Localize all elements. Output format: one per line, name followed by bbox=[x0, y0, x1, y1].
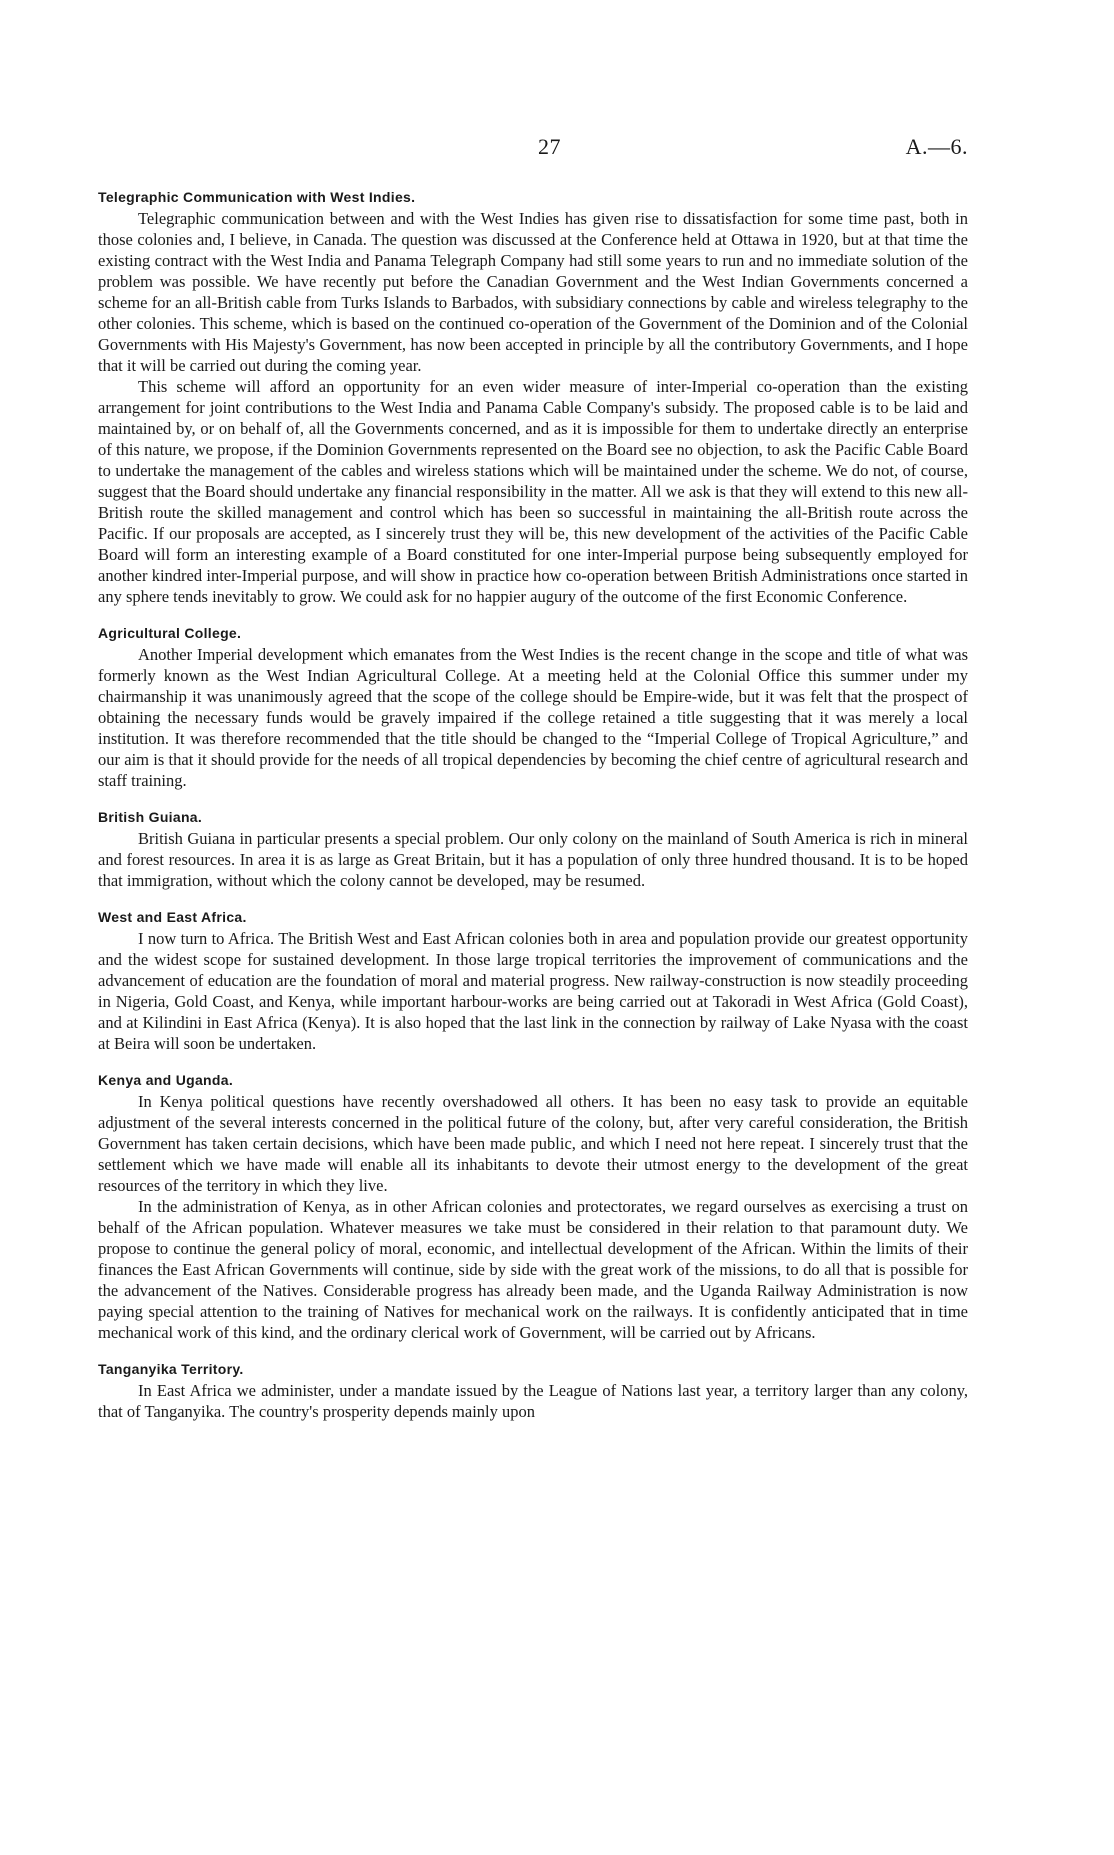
section-heading: Kenya and Uganda. bbox=[98, 1072, 234, 1088]
section-agricultural-college bbox=[98, 622, 968, 791]
page-header bbox=[98, 134, 968, 174]
section-heading: Telegraphic Communication with West Indies. bbox=[98, 189, 416, 205]
paragraph: I now turn to Africa. The British West and East African colonies both in area and population provide our greatest opportunity and the widest scope for sustained development. In those large tropical territories the improvement of communications and the advancement of education are the foundation of moral and material progress. New railway-construction is now steadily proceeding in Nigeria, Gold Coast, and Kenya, while important harbour-works are being carried out at Takoradi in West Africa (Gold Coast), and at Kilindini in East Africa (Kenya). It is also hoped that the last link in the connection by railway of Lake Nyasa with the coast at Beira will soon be undertaken. bbox=[98, 929, 968, 1053]
paragraph: Telegraphic communication between and with the West Indies has given rise to dissatisfaction for some time past, both in those colonies and, I believe, in Canada. The question was discussed at the Conference held at Ottawa in 1920, but at that time the existing contract with the West India and Panama Telegraph Company had still some years to run and no immediate solution of the problem was possible. We have recently put before the Canadian Government and the West Indian Governments concerned a scheme for an all-British cable from Turks Islands to Barbados, with subsidiary connections by cable and wireless telegraphy to the other colonies. This scheme, which is based on the continued co-operation of the Government of the Dominion and of the Colonial Governments with His Majesty's Government, has now been accepted in principle by all the contributory Governments, and I hope that it will be carried out during the coming year. bbox=[98, 209, 968, 375]
paragraph: In East Africa we administer, under a mandate issued by the League of Nations last year, a territory larger than any colony, that of Tanganyika. The country's prosperity depends mainly upon bbox=[98, 1381, 968, 1421]
paragraph: In Kenya political questions have recently overshadowed all others. It has been no easy task to provide an equitable adjustment of the several interests concerned in the political future of the colony, but, after very careful consideration, the British Government has taken certain decisions, which have been made public, and which I need not here repeat. I sincerely trust that the settlement which we have made will enable all its inhabitants to devote their utmost energy to the development of the great resources of the territory in which they live. bbox=[98, 1092, 968, 1195]
paragraph: British Guiana in particular presents a special problem. Our only colony on the mainland of South America is rich in mineral and forest resources. In area it is as large as Great Britain, but it has a population of only three hundred thousand. It is to be hoped that immigration, without which the colony cannot be developed, may be resumed. bbox=[98, 829, 968, 890]
paragraph: Another Imperial development which emanates from the West Indies is the recent change in the scope and title of what was formerly known as the West Indian Agricultural College. At a meeting held at the Colonial Office this summer under my chairmanship it was unanimously agreed that the scope of the college should be Empire-wide, but it was felt that the prospect of obtaining the necessary funds would be gravely impaired if the college retained a title suggesting that it was merely a local institution. It was therefore recommended that the title should be changed to the “Imperial College of Tropical Agriculture,” and our aim is that it should provide for the needs of all tropical dependencies by becoming the chief centre of agricultural research and staff training. bbox=[98, 645, 968, 790]
section-heading: Tanganyika Territory. bbox=[98, 1361, 244, 1377]
section-tanganyika bbox=[98, 1358, 968, 1422]
paragraph: This scheme will afford an opportunity for an even wider measure of inter-Imperial co-operation than the existing arrangement for joint contributions to the West India and Panama Cable Company's subsidy. The proposed cable is to be laid and maintained by, or on behalf of, all the Governments concerned, and as it is impossible for them to undertake directly an enterprise of this nature, we propose, if the Dominion Governments represented on the Board see no objection, to ask the Pacific Cable Board to undertake the management of the cables and wireless stations which will be maintained under the scheme. We do not, of course, suggest that the Board should undertake any financial responsibility in the matter. All we ask is that they will extend to this new all-British route the skilled management and control which has been so successful in maintaining the all-British route across the Pacific. If our proposals are accepted, as I sincerely trust they will be, this new development of the activities of the Pacific Cable Board will form an interesting example of a Board constituted for one inter-Imperial purpose being subsequently employed for another kindred inter-Imperial purpose, and will show in practice how co-operation between British Administrations once started in any sphere tends inevitably to grow. We could ask for no happier augury of the outcome of the first Economic Conference. bbox=[98, 377, 968, 606]
section-kenya-uganda bbox=[98, 1069, 968, 1343]
paper-reference: A.—6. bbox=[905, 134, 968, 159]
paragraph: In the administration of Kenya, as in other African colonies and protectorates, we regard ourselves as exercising a trust on behalf of the African population. Whatever measures we take must be considered in their relation to that paramount duty. We propose to continue the general policy of moral, economic, and intellectual development of the African. Within the limits of their finances the East African Governments will continue, side by side with the great work of the missions, to do all that is possible for the advancement of the Natives. Considerable progress has already been made, and the Uganda Railway Administration is now paying special attention to the training of Natives for mechanical work on the railways. It is confidently anticipated that in time mechanical work of this kind, and the ordinary clerical work of Government, will be carried out by Africans. bbox=[98, 1197, 968, 1342]
section-heading: West and East Africa. bbox=[98, 909, 247, 925]
page-number: 27 bbox=[538, 134, 561, 159]
section-british-guiana bbox=[98, 806, 968, 891]
section-telegraphic bbox=[98, 186, 968, 607]
section-heading: Agricultural College. bbox=[98, 625, 242, 641]
section-heading: British Guiana. bbox=[98, 809, 203, 825]
page-body bbox=[98, 186, 968, 1422]
section-west-east-africa bbox=[98, 906, 968, 1054]
